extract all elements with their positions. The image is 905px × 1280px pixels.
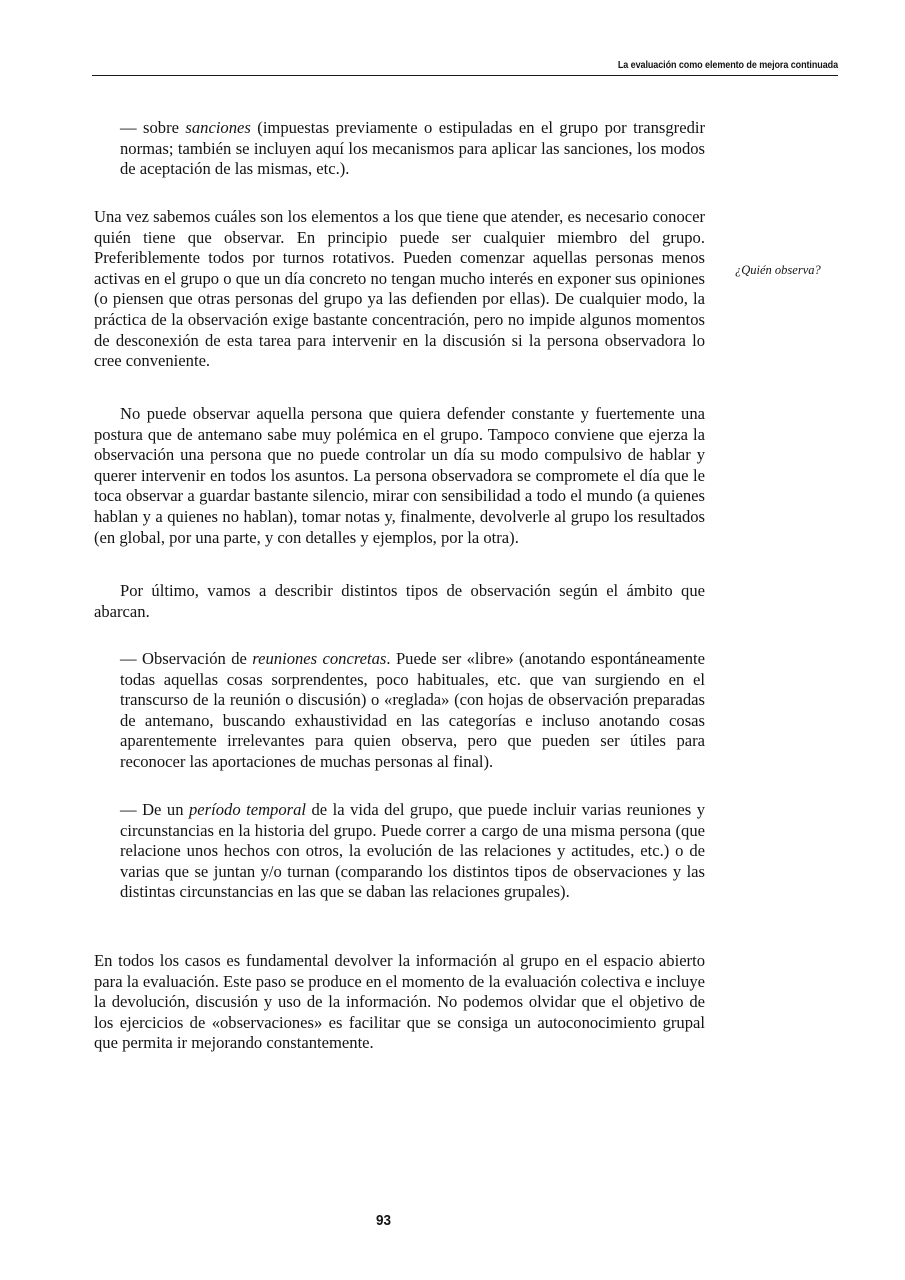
- running-header: [92, 56, 838, 76]
- list-item-emphasis: período temporal: [189, 800, 307, 819]
- page-number: 93: [375, 1212, 392, 1229]
- paragraph-por-ultimo: Por último, vamos a describir distintos tipos de observación según el ámbito que abarcan.: [94, 581, 705, 621]
- paragraph-en-todos-los-casos: En todos los casos es fundamental devolver la información al grupo en el espacio abierto para la evaluación. Este paso se produce en el momento de la evaluación colectiva e incluye la devolución, discusión y uso de la información. No podemos olvidar que el objetivo de los ejercicios de «observaciones» es facilitar que se consiga un autoconocimiento grupal que permita ir mejorando constantemente.: [94, 951, 705, 1053]
- paragraph-no-puede-observar: No puede observar aquella persona que quiera defender constante y fuertemente una postura que de antemano sabe muy polémica en el grupo. Tampoco conviene que ejerza la observación una persona que no puede controlar un día su modo compulsivo de hablar y querer intervenir en todos los asuntos. La persona observadora se compromete el día que le toca observar a guardar bastante silencio, mirar con sensibilidad a todo el mundo (a quienes hablan y a quienes no hablan), tomar notas y, finalmente, devolverle al grupo los resultados (en global, por una parte, y con detalles y ejemplos, por la otra).: [94, 404, 705, 547]
- running-header-title: La evaluación como elemento de mejora continuada: [617, 59, 838, 71]
- list-item-text: (impuestas previamente o estipuladas en el grupo por transgredir normas; también se incluyen aquí los mecanismos para aplicar las sanciones, los modos de aceptación de las mismas, etc.).: [120, 118, 705, 179]
- list-item-sanciones: [120, 118, 705, 180]
- list-item-prefix: — sobre: [120, 118, 186, 137]
- margin-note: ¿Quién observa?: [735, 263, 821, 277]
- paragraph-quien-observa: Una vez sabemos cuáles son los elementos a los que tiene que atender, es necesario conocer quién tiene que observar. En principio puede ser cualquier miembro del grupo. Preferiblemente todos por turnos rotativos. Pueden comenzar aquellas personas menos activas en el grupo o que un día concreto no tengan mucho interés en exponer sus opiniones (o piensen que otras personas del grupo ya las defienden por ellas). De cualquier modo, la práctica de la observación exige bastante concentración, pero no impide algunos momentos de desconexión de esta tarea para intervenir en la discusión si la persona observadora lo cree conveniente.: [94, 207, 705, 371]
- list-item-reuniones-concretas: [120, 649, 705, 773]
- list-item-emphasis: reuniones concretas: [252, 649, 387, 668]
- list-item-prefix: — Observación de: [120, 649, 253, 668]
- list-item-periodo-temporal: [120, 800, 705, 903]
- list-item-emphasis: sanciones: [185, 118, 251, 137]
- list-item-prefix: — De un: [120, 800, 189, 819]
- list-item-text: de la vida del grupo, que puede incluir varias reuniones y circunstancias en la historia del grupo. Puede correr a cargo de una misma persona (que relacione unos hechos con otros, la evolución de las relaciones y actitudes, etc.) o de varias que se juntan y/o turnan (comparando los distintos tipos de observaciones y las distintas circunstancias en las que se daban las relaciones grupales).: [120, 800, 706, 902]
- list-item-text: . Puede ser «libre» (anotando espontáneamente todas aquellas cosas sorprendentes, poco habituales, etc. que van surgiendo en el transcurso de la reunión o discusión) o «reglada» (con hojas de observación preparadas de antemano, buscando exhaustividad en las categorías e incluso anotando cosas aparentemente irrelevantes para quien observa, pero que pueden ser útiles para reconocer las aportaciones de muchas personas al final).: [120, 649, 706, 771]
